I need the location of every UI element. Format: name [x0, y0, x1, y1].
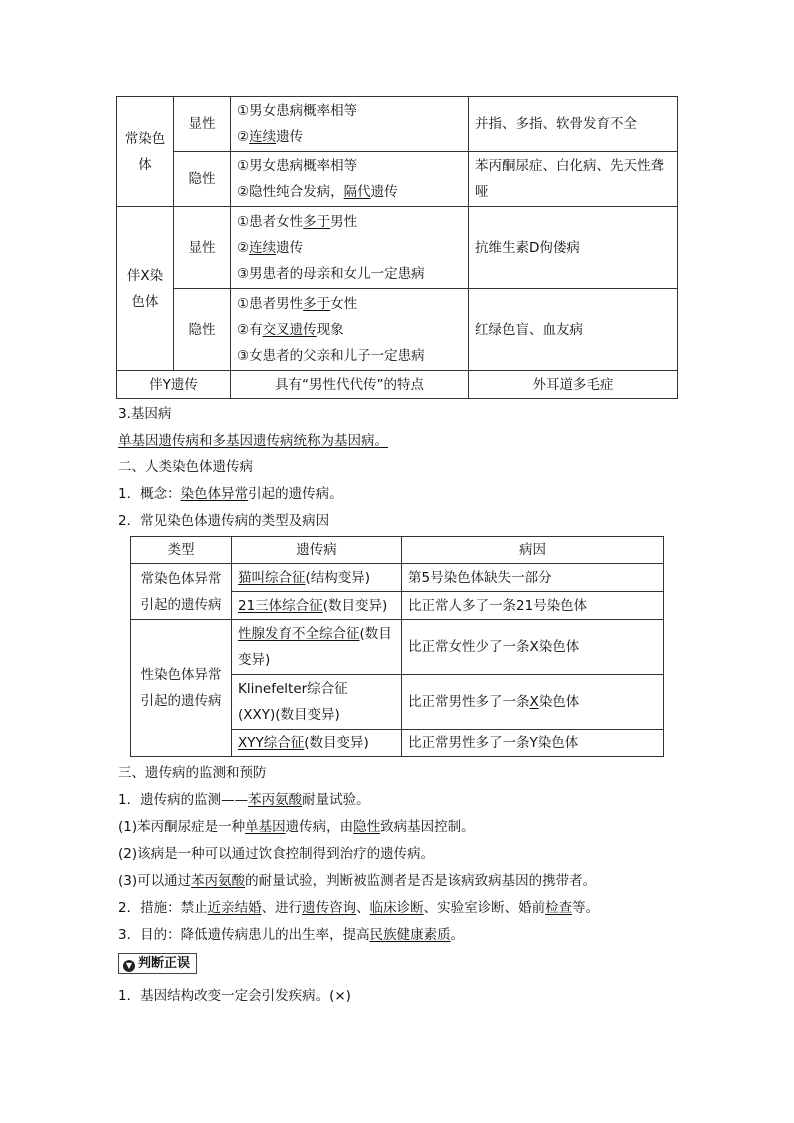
judge-badge: ▼ 判断正误: [118, 953, 197, 974]
x-dominant-traits: ①患者女性多于男性 ②连续遗传 ③男患者的母亲和女儿一定患病: [231, 207, 469, 289]
x-recessive-traits: ①患者男性多于女性 ②有交叉遗传现象 ③女患者的父亲和儿子一定患病: [231, 289, 469, 371]
sex-chromosome-abnormal-type: 性染色体异常引起的遗传病: [131, 620, 232, 757]
x-linked-label: 伴X染色体: [117, 207, 174, 371]
pku-line: (1)苯丙酮尿症是一种单基因遗传病，由隐性致病基因控制。: [118, 819, 475, 835]
monitoring-line: 1．遗传病的监测——苯丙氨酸耐量试验。: [118, 792, 370, 808]
judge-question-1: 1．基因结构改变一定会引发疾病。(×): [118, 988, 351, 1004]
concept-line: 1．概念：染色体异常引起的遗传病。: [118, 486, 343, 502]
trisomy-21: 21三体综合征(数目变异): [232, 592, 402, 620]
y-linked-label: 伴Y遗传: [117, 371, 231, 399]
autosomal-dominant-examples: 并指、多指、软骨发育不全: [469, 97, 678, 152]
autosomal-recessive-label: 隐性: [174, 152, 231, 207]
autosomal-recessive-traits: ①男女患病概率相等 ②隐性纯合发病，隔代遗传: [231, 152, 469, 207]
header-type: 类型: [131, 537, 232, 564]
autosomal-label: 常染色体: [117, 97, 174, 207]
measures-line: 2．措施：禁止近亲结婚、进行遗传咨询、临床诊断、实验室诊断、婚前检查等。: [118, 900, 600, 916]
section-3-title: 三、遗传病的监测和预防: [118, 765, 267, 781]
x-recessive-label: 隐性: [174, 289, 231, 371]
purpose-line: 3．目的：降低遗传病患儿的出生率，提高民族健康素质。: [118, 927, 465, 943]
header-disease: 遗传病: [232, 537, 402, 564]
x-recessive-examples: 红绿色盲、血友病: [469, 289, 678, 371]
xyy-syndrome: XYY综合征(数目变异): [232, 730, 402, 757]
gene-disease-definition: 单基因遗传病和多基因遗传病统称为基因病。: [118, 433, 388, 449]
trisomy-21-cause: 比正常人多了一条21号染色体: [402, 592, 664, 620]
klinefelter-syndrome-cause: 比正常男性多了一条X染色体: [402, 675, 664, 730]
autosomal-recessive-examples: 苯丙酮尿症、白化病、先天性聋哑: [469, 152, 678, 207]
autosomal-dominant-traits: ①男女患病概率相等 ②连续遗传: [231, 97, 469, 152]
tolerance-test-line: (3)可以通过苯丙氨酸的耐量试验，判断被监测者是否是该病致病基因的携带者。: [118, 873, 597, 889]
klinefelter-syndrome: Klinefelter综合征 (XXY)(数目变异): [232, 675, 402, 730]
chromosome-disease-table: [130, 536, 664, 757]
turner-syndrome: 性腺发育不全综合征(数目变异): [232, 620, 402, 675]
x-dominant-examples: 抗维生素D佝偻病: [469, 207, 678, 289]
section-2-title: 二、人类染色体遗传病: [118, 459, 253, 475]
inheritance-mode-table: [116, 96, 678, 399]
types-heading: 2．常见染色体遗传病的类型及病因: [118, 513, 330, 529]
diet-line: (2)该病是一种可以通过饮食控制得到治疗的遗传病。: [118, 846, 435, 862]
autosomal-abnormal-type: 常染色体异常引起的遗传病: [131, 564, 232, 620]
y-linked-example: 外耳道多毛症: [469, 371, 678, 399]
gene-disease-heading: 3.基因病: [118, 406, 172, 422]
header-cause: 病因: [402, 537, 664, 564]
chevron-down-icon: ▼: [123, 960, 135, 972]
xyy-syndrome-cause: 比正常男性多了一条Y染色体: [402, 730, 664, 757]
y-linked-trait: 具有“男性代代传”的特点: [231, 371, 469, 399]
autosomal-dominant-label: 显性: [174, 97, 231, 152]
cri-du-chat-cause: 第5号染色体缺失一部分: [402, 564, 664, 592]
turner-syndrome-cause: 比正常女性少了一条X染色体: [402, 620, 664, 675]
x-dominant-label: 显性: [174, 207, 231, 289]
cri-du-chat: 猫叫综合征(结构变异): [232, 564, 402, 592]
